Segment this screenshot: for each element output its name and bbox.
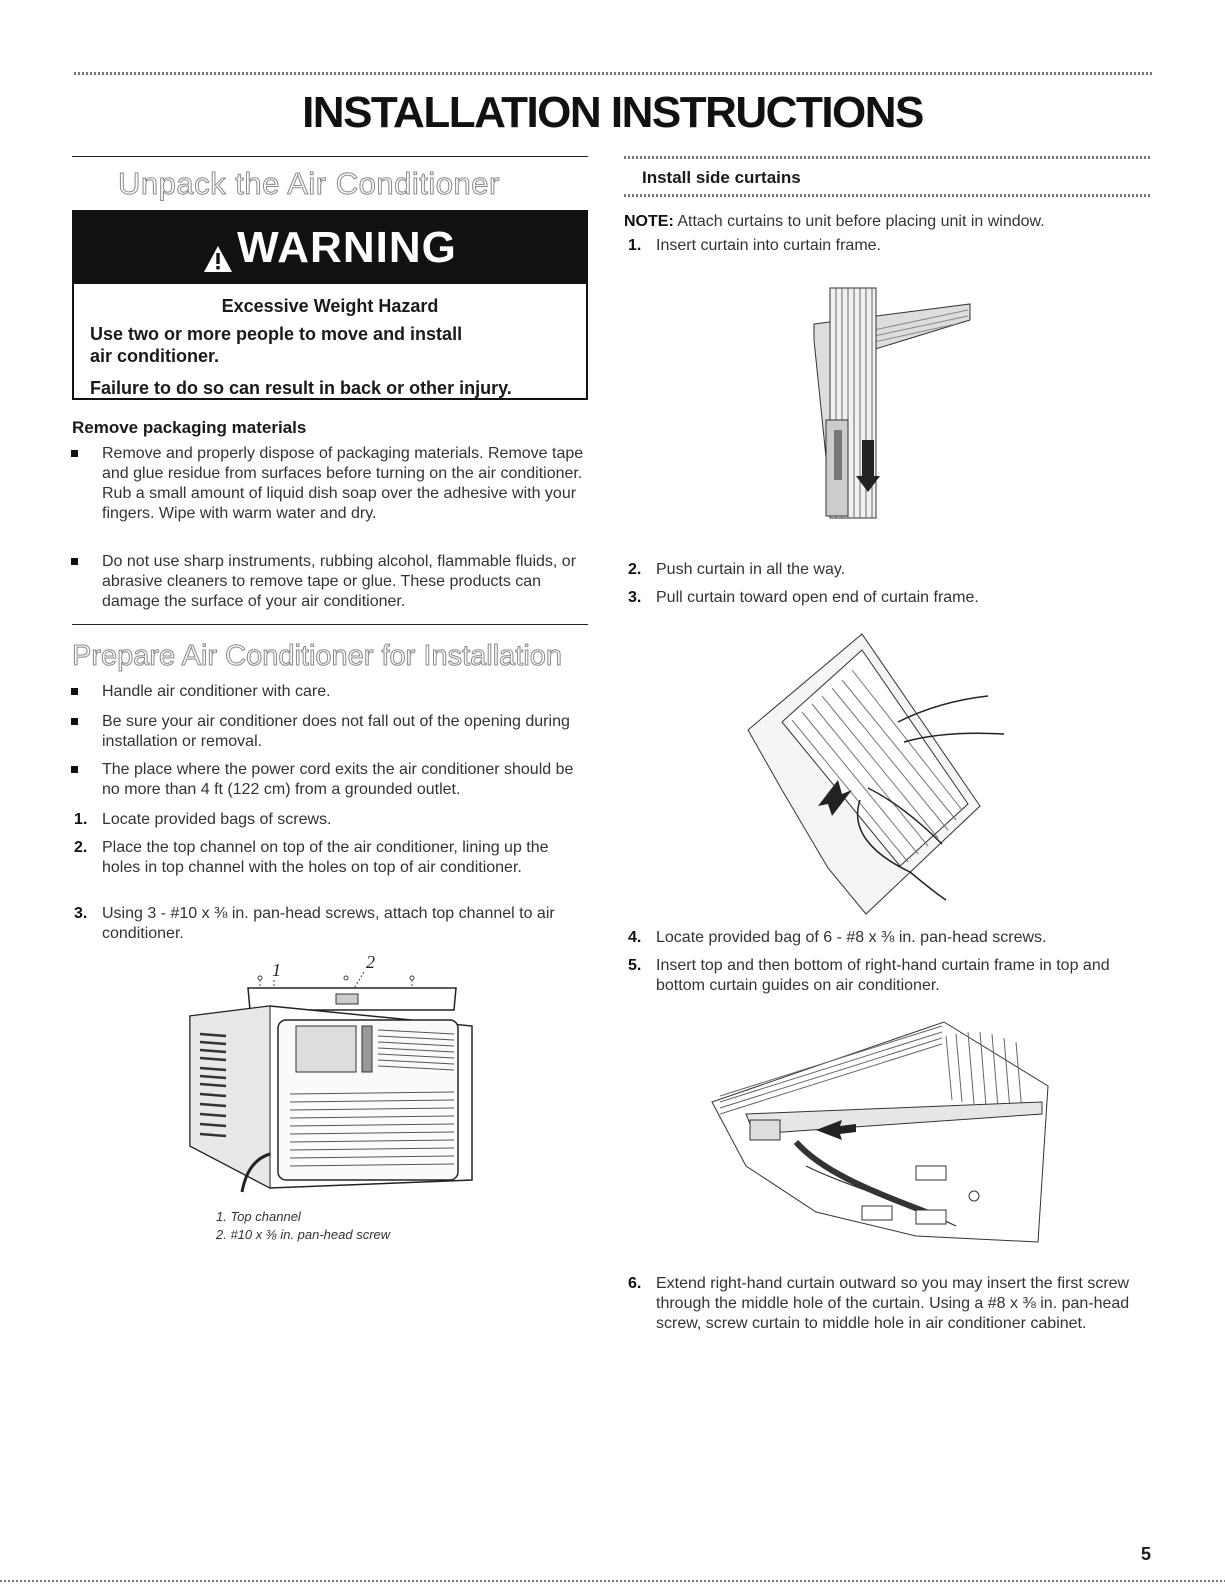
unpack-heading: Unpack the Air Conditioner xyxy=(118,166,500,201)
step-item: 5. Insert top and then bottom of right-hand curtain frame in top and bottom curtain guides on air conditioner. xyxy=(628,957,1110,994)
bullet-icon xyxy=(71,450,78,457)
figure-label-1: 1 xyxy=(272,960,281,980)
install-curtains-heading: Install side curtains xyxy=(642,168,801,187)
list-item: Be sure your air conditioner does not fall out of the opening during installation or removal. xyxy=(102,712,582,752)
step-item: 6. Extend right-hand curtain outward so you may insert the first screw through the middle hole of the curtain. Using a #8 x ⅜ in. pan-head screw, screw curtain to middle hole in air conditioner cabinet. xyxy=(628,1275,1130,1332)
page-title: INSTALLATION INSTRUCTIONS xyxy=(302,88,923,137)
bullet-icon xyxy=(71,718,78,725)
warning-triangle-icon xyxy=(203,234,233,262)
step-item: 2. Push curtain in all the way. xyxy=(628,561,846,578)
warning-line-2: air conditioner. xyxy=(90,346,220,366)
list-item: Do not use sharp instruments, rubbing alcohol, flammable fluids, or abrasive cleaners to remove tape or glue. These products can damage the surface of your air conditioner. xyxy=(102,552,582,612)
remove-packaging-heading: Remove packaging materials xyxy=(72,418,307,437)
curtain-guide-figure xyxy=(706,1016,1056,1246)
step-item: 4. Locate provided bag of 6 - #8 x ⅜ in. pan-head screws. xyxy=(628,929,1047,946)
list-item: The place where the power cord exits the air conditioner should be no more than 4 ft (122 cm) from a grounded outlet. xyxy=(102,760,592,800)
left-section-rule xyxy=(72,156,588,157)
figure-caption-1: 1. Top channel xyxy=(216,1209,301,1224)
right-heading-rule-top xyxy=(624,156,1152,159)
list-item: Handle air conditioner with care. xyxy=(102,682,582,702)
step-item: 1. Locate provided bags of screws. xyxy=(74,811,332,828)
warning-box xyxy=(72,210,588,400)
warning-label: WARNING xyxy=(237,223,457,272)
note-text: NOTE: Attach curtains to unit before placing unit in window. xyxy=(624,213,1045,230)
step-item: 2. Place the top channel on top of the air conditioner, lining up the holes in top channel with the holes on top of air conditioner. xyxy=(74,839,549,876)
bullet-icon xyxy=(71,688,78,695)
step-item: 3. Pull curtain toward open end of curtain frame. xyxy=(628,589,979,606)
left-section-rule-2 xyxy=(72,624,588,625)
bottom-rule xyxy=(0,1580,1225,1582)
page-number: 5 xyxy=(1140,1544,1151,1564)
note-label: NOTE: xyxy=(624,213,674,230)
warning-hazard: Excessive Weight Hazard xyxy=(221,296,439,316)
list-item: Remove and properly dispose of packaging materials. Remove tape and glue residue from surfaces before turning on the air conditioner. Rub a small amount of liquid dish soap over the adhesive with your fingers. Wipe with warm water and dry. xyxy=(102,444,594,524)
pull-curtain-figure xyxy=(742,630,1012,916)
warning-header xyxy=(74,212,586,284)
step-item: 1. Insert curtain into curtain frame. xyxy=(628,237,881,254)
warning-line-3: Failure to do so can result in back or other injury. xyxy=(90,378,512,398)
right-heading-rule-bottom xyxy=(624,194,1152,197)
air-conditioner-figure xyxy=(186,944,476,1206)
step-item: 3. Using 3 - #10 x ⅜ in. pan-head screws, attach top channel to air conditioner. xyxy=(74,905,555,942)
warning-line-1: Use two or more people to move and install xyxy=(90,324,463,344)
prepare-heading: Prepare Air Conditioner for Installation xyxy=(72,640,563,672)
bullet-icon xyxy=(71,558,78,565)
bullet-icon xyxy=(71,766,78,773)
figure-label-2: 2 xyxy=(366,952,375,972)
curtain-frame-figure xyxy=(786,280,976,528)
top-rule xyxy=(74,72,1152,75)
figure-caption-2: 2. #10 x ⅜ in. pan-head screw xyxy=(216,1227,391,1242)
